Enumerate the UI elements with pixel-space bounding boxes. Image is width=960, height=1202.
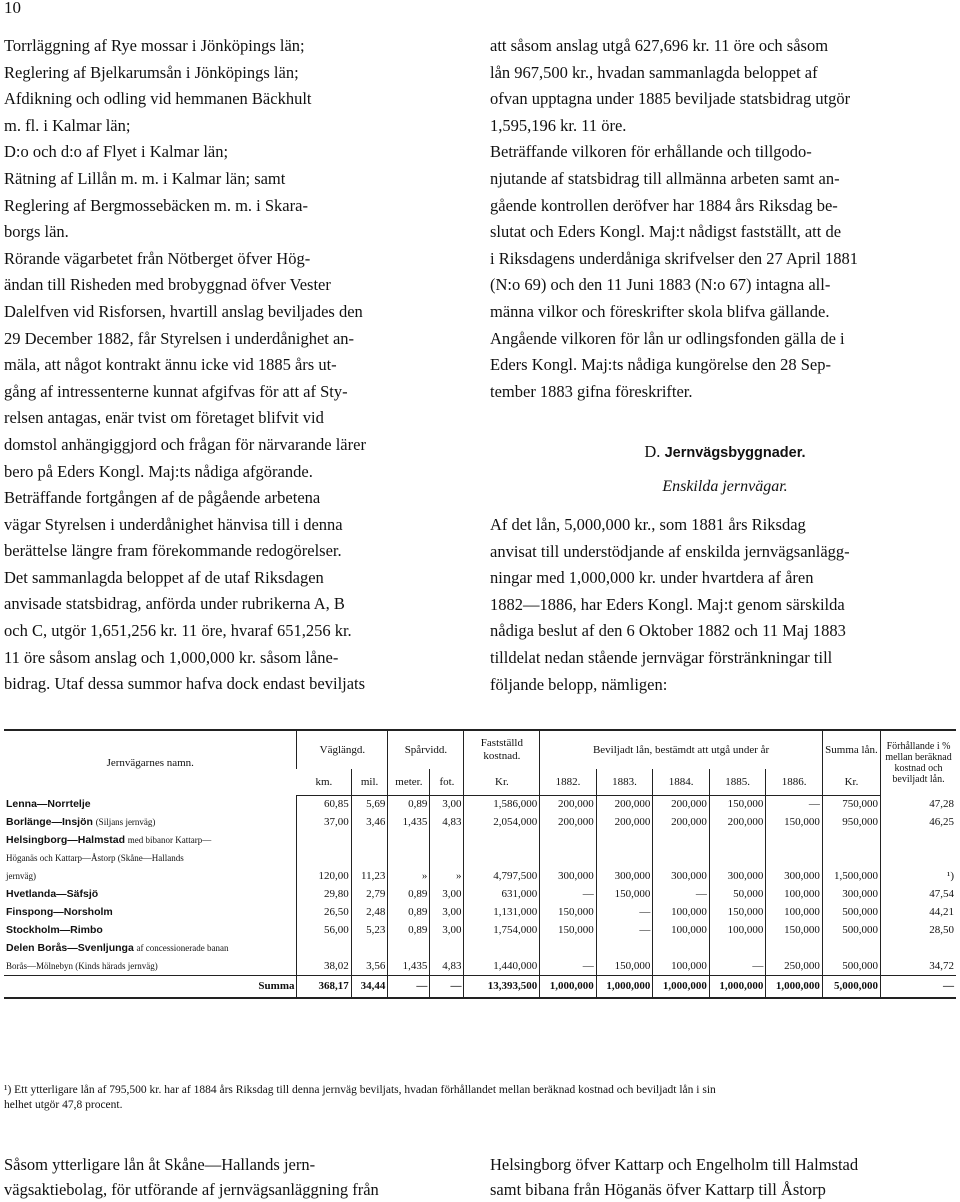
text-line: domstol anhängiggjord och frågan för närvarande lärer — [4, 434, 366, 454]
cell-m: » — [388, 868, 430, 886]
cell-m — [388, 850, 430, 868]
cell-km — [297, 832, 351, 850]
text-line: ningar med 1,000,000 kr. under hvartdera af åren — [490, 568, 814, 588]
sum-km: 368,17 — [297, 976, 351, 998]
unit-km: km. — [297, 769, 351, 796]
cell-m: 1,435 — [388, 814, 430, 832]
text-line: följande belopp, nämligen: — [490, 674, 668, 694]
cell-fot: 3,00 — [430, 796, 464, 814]
sum-y1883: 1,000,000 — [596, 976, 653, 998]
cell-y1885: 100,000 — [709, 922, 766, 940]
text-line: Såsom ytterligare lån åt Skåne—Hallands jern- — [4, 1155, 316, 1174]
text-line: Torrläggning af Rye mossar i Jönköpings län; — [4, 36, 305, 55]
railway-note: Höganäs och Kattarp—Åstorp (Skåne—Hallands — [6, 853, 184, 863]
header-forhallande: Förhållande i % mellan beräknad kostnad och beviljadt lån. — [881, 730, 956, 796]
cell-m: 1,435 — [388, 958, 430, 976]
cell-fot: 3,00 — [430, 886, 464, 904]
cell-y1882: 150,000 — [540, 922, 597, 940]
cell-summa: 500,000 — [822, 922, 880, 940]
cell-summa — [822, 940, 880, 958]
row-name — [4, 922, 297, 940]
table-row — [4, 868, 956, 886]
cell-mil — [351, 940, 388, 958]
cell-summa: 750,000 — [822, 796, 880, 814]
railway-name: Borlänge—Insjön — [6, 816, 93, 828]
row-name — [4, 940, 297, 958]
text-line: (N:o 69) och den 11 Juni 1883 (N:o 67) intagna all- — [490, 275, 831, 295]
text-line: anvisade statsbidrag, anförda under rubrikerna A, B — [4, 594, 345, 614]
table-row — [4, 922, 956, 940]
text-line: ändan till Risheden med brobyggnad öfver Vester — [4, 275, 331, 295]
cell-y1884: 200,000 — [653, 796, 710, 814]
cell-y1882: 200,000 — [540, 796, 597, 814]
text-line: bidrag. Utaf dessa summor hafva dock endast beviljats — [4, 674, 366, 694]
table-row — [4, 832, 956, 850]
text-line: berättelse längre fram förekommande redogörelser. — [4, 541, 342, 561]
table-row — [4, 940, 956, 958]
railway-note: med bibanor Kattarp— — [127, 835, 212, 845]
cell-fot: 3,00 — [430, 904, 464, 922]
cell-km: 29,80 — [297, 886, 351, 904]
cell-mil: 5,69 — [351, 796, 388, 814]
cell-kost — [464, 850, 540, 868]
text-line: männa vilkor och föreskrifter skola blifva gällande. — [490, 301, 830, 321]
cell-y1885: 150,000 — [709, 904, 766, 922]
cell-km — [297, 940, 351, 958]
text-line: ofvan upptagna under 1885 beviljade statsbidrag utgör — [490, 89, 851, 109]
cell-m: 0,89 — [388, 904, 430, 922]
text-line: Reglering af Bjelkarumsån i Jönköpings län; — [4, 62, 299, 82]
cell-fot — [430, 832, 464, 850]
text-line: Beträffande fortgången af de pågående arbetena — [4, 488, 321, 508]
cell-y1886: 150,000 — [766, 814, 823, 832]
row-name — [4, 850, 297, 868]
left-column-text — [4, 33, 464, 698]
cell-y1884 — [653, 832, 710, 850]
cell-km: 37,00 — [297, 814, 351, 832]
section-subheading: Enskilda jernvägar. — [662, 478, 788, 495]
text-line: Det sammanlagda beloppet af de utaf Riksdagen — [4, 567, 324, 587]
row-name — [4, 886, 297, 904]
cell-mil — [351, 832, 388, 850]
cell-y1886: 150,000 — [766, 922, 823, 940]
cell-kost: 1,586,000 — [464, 796, 540, 814]
table-row — [4, 904, 956, 922]
text-line: Afdikning och odling vid hemmanen Bäckhult — [4, 89, 312, 109]
section-letter: D. — [644, 442, 661, 461]
cell-y1882 — [540, 940, 597, 958]
sum-y1882: 1,000,000 — [540, 976, 597, 998]
cell-y1886 — [766, 832, 823, 850]
cell-y1883 — [596, 850, 653, 868]
unit-1886: 1886. — [766, 769, 823, 796]
text-line: slutat och Eders Kongl. Maj:t nådigst fastställt, att de — [490, 222, 842, 242]
cell-y1885: 200,000 — [709, 814, 766, 832]
table-row — [4, 796, 956, 814]
table-row — [4, 958, 956, 976]
table-sum-row — [4, 976, 956, 998]
unit-mil: mil. — [351, 769, 388, 796]
cell-y1883: 300,000 — [596, 868, 653, 886]
cell-y1882: 300,000 — [540, 868, 597, 886]
row-name — [4, 814, 297, 832]
cell-mil: 11,23 — [351, 868, 388, 886]
railway-name: Stockholm—Rimbo — [6, 924, 103, 936]
right-column-text — [490, 33, 960, 405]
cell-kost: 1,131,000 — [464, 904, 540, 922]
footnote-line: helhet utgör 47,8 procent. — [4, 1099, 123, 1111]
cell-m — [388, 940, 430, 958]
cell-fot: 4,83 — [430, 814, 464, 832]
cell-y1884: 300,000 — [653, 868, 710, 886]
sum-pct: — — [881, 976, 956, 998]
cell-y1886: 250,000 — [766, 958, 823, 976]
bottom-right-text — [490, 1152, 960, 1202]
cell-y1886 — [766, 850, 823, 868]
text-line: 1,595,196 kr. 11 öre. — [490, 115, 627, 135]
cell-mil: 3,56 — [351, 958, 388, 976]
unit-1885: 1885. — [709, 769, 766, 796]
cell-pct: ¹) — [881, 868, 956, 886]
cell-y1884 — [653, 850, 710, 868]
text-line: Beträffande vilkoren för erhållande och tillgodo- — [490, 142, 812, 162]
unit-kr-summa: Kr. — [822, 769, 880, 796]
sum-label: Summa — [4, 976, 297, 998]
cell-y1882 — [540, 832, 597, 850]
row-name — [4, 904, 297, 922]
text-line: tember 1883 gifna föreskrifter. — [490, 381, 693, 401]
header-name: Jernvägarnes namn. — [4, 730, 297, 796]
cell-kost: 2,054,000 — [464, 814, 540, 832]
text-line: att såsom anslag utgå 627,696 kr. 11 öre och såsom — [490, 36, 829, 55]
text-line: Angående vilkoren för lån ur odlingsfonden gälla de i — [490, 328, 845, 348]
cell-kost: 1,440,000 — [464, 958, 540, 976]
section-heading — [490, 442, 960, 462]
sum-kost: 13,393,500 — [464, 976, 540, 998]
cell-pct: 34,72 — [881, 958, 956, 976]
header-summa: Summa lån. — [822, 730, 880, 769]
cell-kost: 1,754,000 — [464, 922, 540, 940]
cell-y1882: — — [540, 886, 597, 904]
header-vaglangd: Väglängd. — [297, 730, 388, 769]
railway-name: Helsingborg—Halmstad — [6, 834, 126, 846]
cell-y1886: 100,000 — [766, 904, 823, 922]
unit-1884: 1884. — [653, 769, 710, 796]
table-row — [4, 886, 956, 904]
cell-y1883: — — [596, 904, 653, 922]
unit-1883: 1883. — [596, 769, 653, 796]
cell-m: 0,89 — [388, 796, 430, 814]
table-row — [4, 850, 956, 868]
cell-mil: 3,46 — [351, 814, 388, 832]
cell-y1882: 150,000 — [540, 904, 597, 922]
footnote — [4, 1083, 956, 1113]
cell-y1885: — — [709, 958, 766, 976]
cell-pct: 46,25 — [881, 814, 956, 832]
cell-y1882 — [540, 850, 597, 868]
text-line: tilldelat nedan stående jernvägar förstränkningar till — [490, 647, 833, 667]
cell-mil: 2,79 — [351, 886, 388, 904]
cell-m: 0,89 — [388, 922, 430, 940]
cell-mil: 5,23 — [351, 922, 388, 940]
railway-name: Lenna—Norrtelje — [6, 798, 91, 810]
text-line: m. fl. i Kalmar län; — [4, 115, 131, 135]
cell-pct: 47,28 — [881, 796, 956, 814]
cell-y1883 — [596, 832, 653, 850]
cell-mil: 2,48 — [351, 904, 388, 922]
section-title: Jernvägsbyggnader. — [664, 445, 806, 461]
cell-y1885: 150,000 — [709, 796, 766, 814]
unit-kr: Kr. — [464, 769, 540, 796]
text-line: samt bibana från Höganäs öfver Kattarp till Åstorp — [490, 1180, 826, 1199]
cell-pct — [881, 832, 956, 850]
text-line: njutande af statsbidrag till allmänna arbeten samt an- — [490, 168, 840, 188]
cell-summa: 500,000 — [822, 958, 880, 976]
cell-summa: 500,000 — [822, 904, 880, 922]
cell-y1884 — [653, 940, 710, 958]
cell-summa — [822, 850, 880, 868]
row-name — [4, 796, 297, 814]
sum-fot: — — [430, 976, 464, 998]
cell-fot — [430, 850, 464, 868]
text-line: anvisat till understödjande af enskilda jernvägsanlägg- — [490, 541, 850, 561]
cell-km: 26,50 — [297, 904, 351, 922]
cell-y1883: 150,000 — [596, 958, 653, 976]
text-line: och C, utgör 1,651,256 kr. 11 öre, hvaraf 651,256 kr. — [4, 621, 352, 641]
cell-km: 60,85 — [297, 796, 351, 814]
text-line: Helsingborg öfver Kattarp och Engelholm till Halmstad — [490, 1155, 859, 1174]
text-line: gående kontrollen deröfver har 1884 års Riksdag be- — [490, 195, 838, 215]
cell-y1883 — [596, 940, 653, 958]
sum-m: — — [388, 976, 430, 998]
cell-kost — [464, 940, 540, 958]
cell-pct: 28,50 — [881, 922, 956, 940]
railway-note: af concessionerade banan — [136, 943, 229, 953]
cell-pct — [881, 940, 956, 958]
cell-y1885: 300,000 — [709, 868, 766, 886]
cell-summa — [822, 832, 880, 850]
text-line: nådiga beslut af den 6 Oktober 1882 och 11 Maj 1883 — [490, 621, 846, 641]
sum-y1886: 1,000,000 — [766, 976, 823, 998]
sum-mil: 34,44 — [351, 976, 388, 998]
cell-summa: 950,000 — [822, 814, 880, 832]
text-line: 11 öre såsom anslag och 1,000,000 kr. såsom låne- — [4, 647, 339, 667]
cell-km: 120,00 — [297, 868, 351, 886]
text-line: relsen antagas, enär tvist om företaget blifvit vid — [4, 408, 324, 428]
cell-y1885: 50,000 — [709, 886, 766, 904]
sum-summa: 5,000,000 — [822, 976, 880, 998]
cell-y1882: — — [540, 958, 597, 976]
cell-y1885 — [709, 832, 766, 850]
cell-y1886: 100,000 — [766, 886, 823, 904]
cell-fot: 3,00 — [430, 922, 464, 940]
text-line: Reglering af Bergmossebäcken m. m. i Skara- — [4, 195, 308, 215]
text-line: Dalelfven vid Risforsen, hvartill anslag beviljades den — [4, 301, 363, 321]
railway-name: Finspong—Norsholm — [6, 906, 113, 918]
cell-km — [297, 850, 351, 868]
text-line: mäla, att något kontrakt ännu icke vid 1885 års ut- — [4, 355, 337, 375]
railway-note: (Siljans jernväg) — [95, 817, 156, 827]
railway-name: Hvetlanda—Säfsjö — [6, 888, 99, 900]
right-column-text-2 — [490, 512, 960, 698]
text-line: gång af intressenterne kunnat afgifvas för att af Sty- — [4, 381, 348, 401]
text-line: vägar Styrelsen i underdånighet hänvisa till i denna — [4, 514, 343, 534]
text-line: D:o och d:o af Flyet i Kalmar län; — [4, 142, 229, 162]
text-line: Rörande vägarbetet från Nötberget öfver Hög- — [4, 248, 311, 268]
cell-km: 38,02 — [297, 958, 351, 976]
text-line: Rätning af Lillån m. m. i Kalmar län; samt — [4, 168, 286, 188]
unit-1882: 1882. — [540, 769, 597, 796]
text-line: lån 967,500 kr., hvadan sammanlagda beloppet af — [490, 62, 818, 82]
cell-mil — [351, 850, 388, 868]
unit-meter: meter. — [388, 769, 430, 796]
sum-y1884: 1,000,000 — [653, 976, 710, 998]
cell-y1883: 150,000 — [596, 886, 653, 904]
footnote-line: ¹) Ett ytterligare lån af 795,500 kr. har af 1884 års Riksdag till denna jernväg beviljats, hvadan förhållandet mellan beräknad kostnad och beviljadt lån i sin — [4, 1084, 716, 1096]
row-name — [4, 832, 297, 850]
cell-pct: 47,54 — [881, 886, 956, 904]
table-row — [4, 814, 956, 832]
cell-kost — [464, 832, 540, 850]
header-beviljadt: Beviljadt lån, bestämdt att utgå under år — [540, 730, 823, 769]
row-name — [4, 868, 297, 886]
cell-summa: 1,500,000 — [822, 868, 880, 886]
text-line: borgs län. — [4, 222, 69, 242]
cell-m: 0,89 — [388, 886, 430, 904]
cell-m — [388, 832, 430, 850]
text-line: 29 December 1882, får Styrelsen i underdånighet an- — [4, 328, 355, 348]
text-line: 1882—1886, har Eders Kongl. Maj:t genom särskilda — [490, 594, 845, 614]
cell-y1886 — [766, 940, 823, 958]
cell-y1884: 200,000 — [653, 814, 710, 832]
cell-summa: 300,000 — [822, 886, 880, 904]
row-name — [4, 958, 297, 976]
cell-y1883: — — [596, 922, 653, 940]
text-line: bero på Eders Kongl. Maj:ts nådiga afgörande. — [4, 461, 313, 481]
text-line: Eders Kongl. Maj:ts nådiga kungörelse den 28 Sep- — [490, 355, 831, 375]
cell-fot: » — [430, 868, 464, 886]
page-number: 10 — [4, 0, 21, 17]
cell-y1886: 300,000 — [766, 868, 823, 886]
railway-note: Borås—Mölnebyn (Kinds härads jernväg) — [6, 960, 158, 971]
text-line: Af det lån, 5,000,000 kr., som 1881 års Riksdag — [490, 515, 806, 534]
cell-y1884: — — [653, 886, 710, 904]
cell-y1882: 200,000 — [540, 814, 597, 832]
cell-fot: 4,83 — [430, 958, 464, 976]
cell-y1885 — [709, 940, 766, 958]
cell-km: 56,00 — [297, 922, 351, 940]
bottom-left-text — [4, 1152, 464, 1202]
cell-y1883: 200,000 — [596, 814, 653, 832]
cell-y1886: — — [766, 796, 823, 814]
railway-note: jernväg) — [6, 871, 36, 881]
header-sparvidd: Spårvidd. — [388, 730, 464, 769]
text-line: i Riksdagens underdåniga skrifvelser den 27 April 1881 — [490, 248, 858, 268]
cell-y1884: 100,000 — [653, 904, 710, 922]
unit-fot: fot. — [430, 769, 464, 796]
cell-y1884: 100,000 — [653, 958, 710, 976]
cell-y1884: 100,000 — [653, 922, 710, 940]
cell-fot — [430, 940, 464, 958]
cell-kost: 4,797,500 — [464, 868, 540, 886]
cell-kost: 631,000 — [464, 886, 540, 904]
cell-y1885 — [709, 850, 766, 868]
cell-pct — [881, 850, 956, 868]
railway-loans-table — [4, 729, 956, 999]
sum-y1885: 1,000,000 — [709, 976, 766, 998]
text-line: vägsaktiebolag, för utförande af jernvägsanläggning från — [4, 1180, 379, 1199]
cell-pct: 44,21 — [881, 904, 956, 922]
cell-y1883: 200,000 — [596, 796, 653, 814]
header-faststald: Fastställd kostnad. — [464, 730, 540, 769]
railway-name: Delen Borås—Svenljunga — [6, 942, 134, 954]
